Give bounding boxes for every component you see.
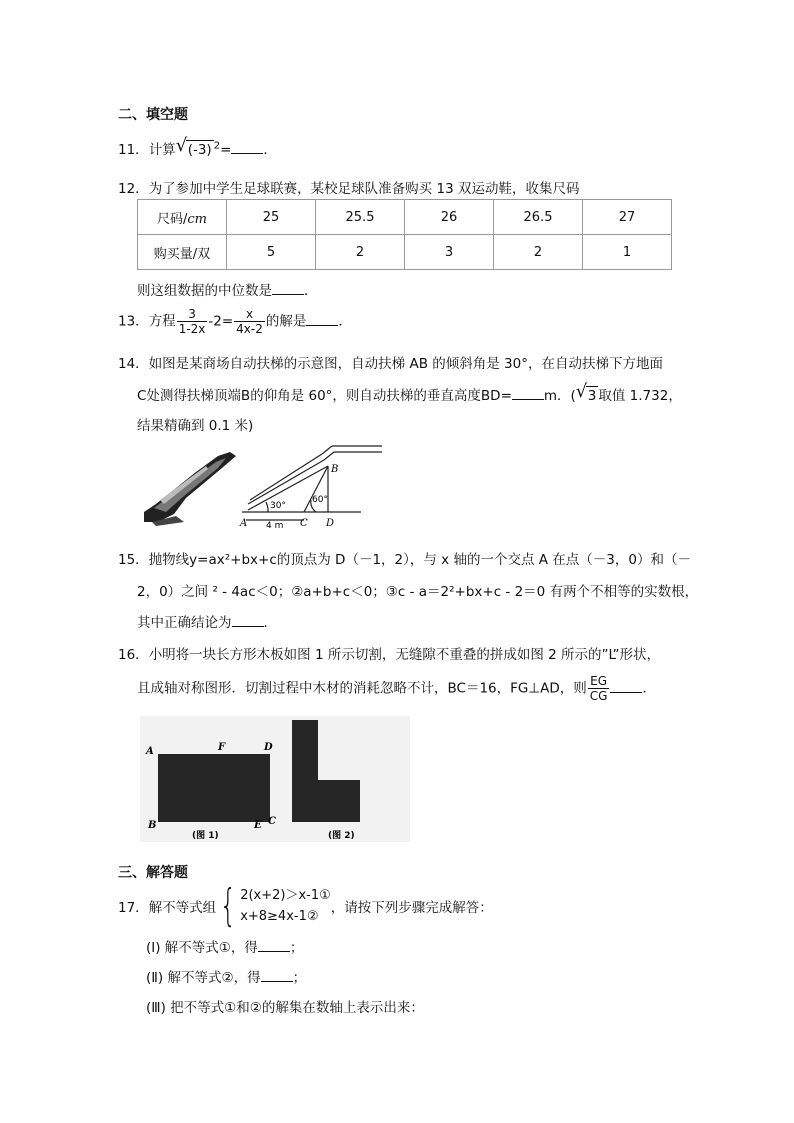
- table-cell: 3: [405, 235, 494, 270]
- question-17-step2: (Ⅱ) 解不等式②，得 ；: [146, 970, 307, 986]
- sqrt-expression: √ 3: [575, 381, 597, 404]
- table-cell: 25: [227, 200, 316, 235]
- table-header-cell: 购买量/双: [138, 235, 227, 270]
- question-15-line2: 2，0）之间 ² - 4ac＜0；②a+b+c＜0；③c - a＝2²+bx+c - 2＝0 有两个不相等的实数根，: [137, 584, 699, 600]
- question-13: 13．方程 $\frac{3}{1-2x}$ -2= $\frac{x}{4x-2}$ 的解是 ．: [118, 307, 352, 336]
- distance-label: 4 m: [266, 521, 284, 531]
- table-row: [138, 200, 672, 235]
- label-B: B: [148, 820, 157, 831]
- question-17-step3: (Ⅲ) 把不等式①和②的解集在数轴上表示出来：: [146, 1000, 424, 1016]
- question-number: 16．: [118, 647, 149, 663]
- question-16-line2: 且成轴对称图形．切割过程中木材的消耗忽略不计，BC＝16，FG⊥AD，则 $\frac{EG}{CG}$ ．: [137, 674, 656, 703]
- table-header-cell: 尺码/cm: [138, 200, 227, 235]
- question-14-line3: 结果精确到 0.1 米): [137, 418, 254, 434]
- question-number: 17．: [118, 900, 149, 916]
- table-cell: 27: [583, 200, 672, 235]
- answer-blank[interactable]: [306, 313, 338, 326]
- table-cell: 26.5: [494, 200, 583, 235]
- question-14-line2: C处测得扶梯顶端B的仰角是 60°，则自动扶梯的垂直高度BD= m．( √ 3 取值 1.732，: [137, 381, 682, 404]
- inequality-system: 2(x+2)＞x-1① x+8≥4x-1②: [240, 888, 331, 924]
- table-cell: 26: [405, 200, 494, 235]
- shoe-size-table: [137, 199, 672, 270]
- angle-60: 60°: [312, 495, 328, 505]
- label-B: B: [331, 464, 339, 475]
- sqrt-expression: √ (-3): [175, 135, 212, 158]
- label-D: D: [326, 518, 335, 529]
- fraction: $\frac{x}{4x-2}$: [236, 307, 263, 336]
- question-number: 13．: [118, 313, 149, 330]
- answer-blank[interactable]: [261, 969, 293, 982]
- question-17-step1: (Ⅰ) 解不等式①，得 ；: [146, 940, 304, 956]
- question-11: 11．计算 √ (-3) $^2$= ．: [118, 135, 277, 158]
- question-number: 11．: [118, 142, 149, 158]
- label-A: A: [240, 518, 248, 529]
- section-title-fill-blank: 二、填空题: [118, 107, 188, 123]
- question-16-line1: 16．小明将一块长方形木板如图 1 所示切割，无缝隙不重叠的拼成如图 2 所示的”L”形状，: [118, 647, 660, 663]
- board-figures: [140, 716, 410, 842]
- figure-2-caption: (图 2): [328, 831, 355, 841]
- fraction: $\frac{EG}{CG}$: [589, 674, 608, 703]
- table-cell: 5: [227, 235, 316, 270]
- label-E: E: [254, 820, 262, 831]
- label-A: A: [146, 746, 154, 757]
- answer-blank[interactable]: [232, 614, 264, 627]
- label-C: C: [268, 816, 276, 827]
- escalator-figure: [136, 442, 392, 532]
- section-title-solve: 三、解答题: [118, 865, 188, 881]
- table-row: [138, 235, 672, 270]
- answer-blank[interactable]: [231, 141, 263, 154]
- question-number: 14．: [118, 356, 149, 372]
- answer-blank[interactable]: [258, 939, 290, 952]
- label-D: D: [264, 742, 273, 753]
- question-12-followup: 则这组数据的中位数是 ．: [137, 283, 318, 299]
- fraction: $\frac{3}{1-2x}$: [178, 307, 206, 336]
- escalator-diagram: [242, 446, 382, 520]
- question-number: 12．: [118, 181, 149, 197]
- label-F: F: [218, 742, 226, 753]
- angle-30: 30°: [270, 501, 286, 511]
- exponent: 2: [213, 140, 221, 152]
- table-cell: 2: [316, 235, 405, 270]
- answer-blank[interactable]: [512, 387, 544, 400]
- question-text: 为了参加中学生足球联赛，某校足球队准备购买 13 双运动鞋，收集尺码: [148, 181, 580, 197]
- figure-1-caption: (图 1): [192, 831, 219, 841]
- question-15-line3: 其中正确结论为 ．: [137, 615, 277, 631]
- question-15-line1: 15．抛物线y=ax²+bx+c的顶点为 D（－1，2），与 x 轴的一个交点 A 在点（－3，0）和（－: [118, 552, 691, 568]
- question-number: 15．: [118, 552, 149, 568]
- answer-blank[interactable]: [610, 680, 642, 693]
- system-brace: {: [219, 880, 237, 931]
- escalator-photo: [144, 452, 236, 526]
- label-C: C: [300, 518, 308, 529]
- answer-blank[interactable]: [272, 282, 304, 295]
- table-cell: 2: [494, 235, 583, 270]
- question-17: 17．解不等式组{ 2(x+2)＞x-1① x+8≥4x-1② ，请按下列步骤完成解答：: [118, 880, 493, 931]
- table-cell: 25.5: [316, 200, 405, 235]
- question-12: [118, 177, 579, 197]
- rectangle-board: [158, 754, 270, 822]
- question-14-line1: 14．如图是某商场自动扶梯的示意图，自动扶梯 AB 的倾斜角是 30°，在自动扶梯下方地面: [118, 356, 663, 372]
- question-text: 计算: [148, 142, 176, 158]
- table-cell: 1: [583, 235, 672, 270]
